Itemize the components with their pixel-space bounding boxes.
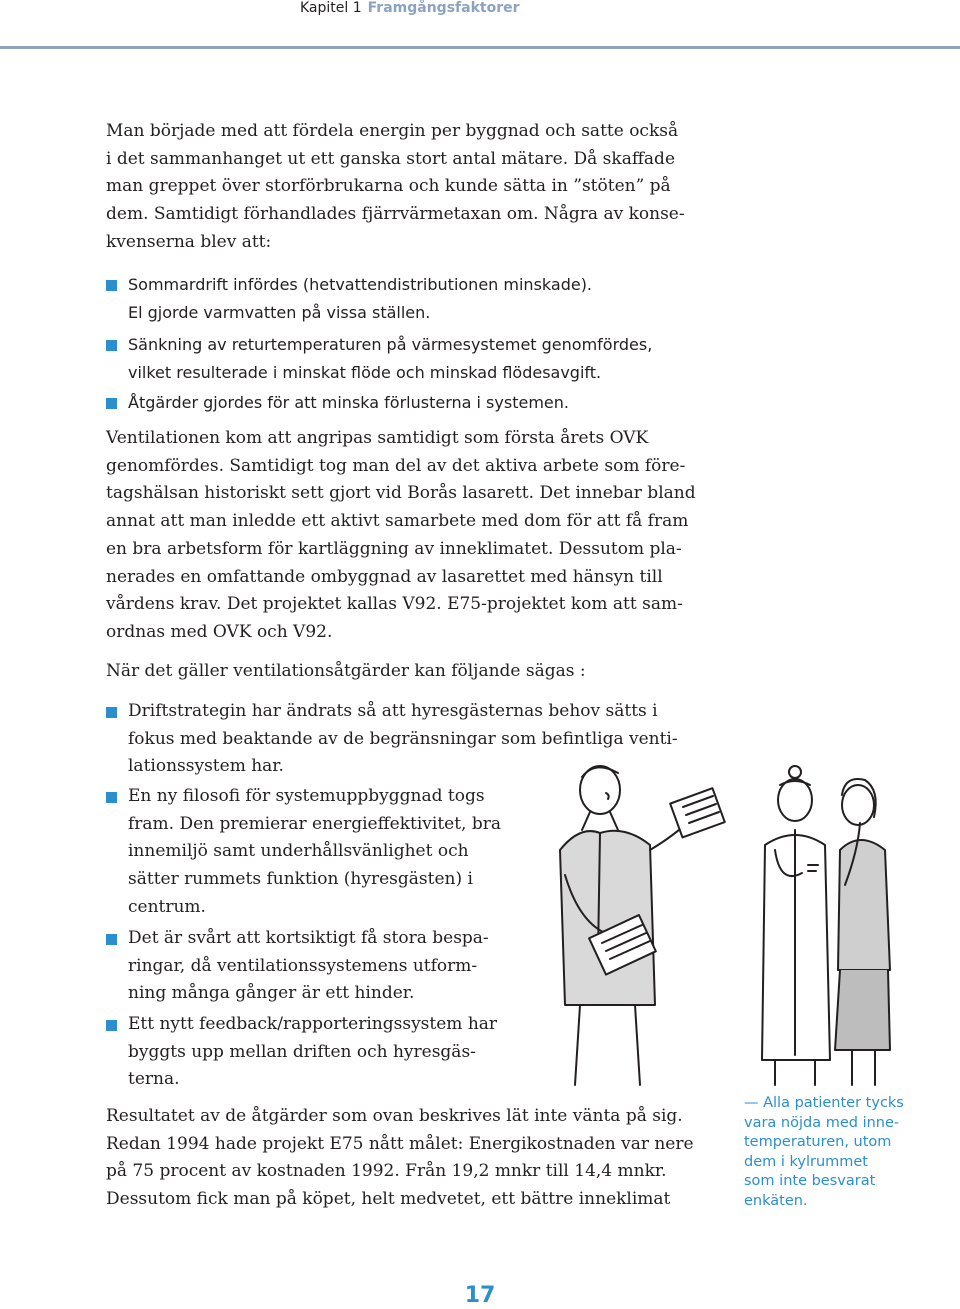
list-item-line: lationssystem har. — [128, 756, 284, 777]
text-line: Man började med att fördela energin per byggnad och satte också — [106, 121, 679, 141]
list-item — [128, 1011, 497, 1094]
list-item — [128, 389, 569, 417]
text-line: vårdens krav. Det projektet kallas V92. E75-projektet kom att sam- — [106, 594, 683, 615]
result-paragraph — [106, 1103, 694, 1214]
running-header — [300, 0, 520, 16]
ventilation-paragraph — [106, 425, 696, 647]
chapter-label: Kapitel 1 — [300, 0, 362, 16]
man-with-papers-figure — [560, 766, 725, 1085]
square-bullet-icon — [106, 280, 117, 291]
list-item-line: terna. — [128, 1069, 180, 1090]
page-number: 17 — [464, 1283, 496, 1308]
square-bullet-icon — [106, 792, 117, 803]
square-bullet-icon — [106, 707, 117, 718]
list-item — [128, 331, 652, 386]
list-item — [128, 925, 489, 1008]
text-line: tagshälsan historiskt sett gjort vid Borås lasarett. Det innebar bland — [106, 483, 696, 504]
caption-line: enkäten. — [744, 1192, 808, 1209]
caption-line: dem i kylrummet — [744, 1153, 868, 1170]
illustration-caption — [744, 1094, 924, 1212]
text-line: kvenserna blev att: — [106, 231, 272, 252]
list-item-line: Det är svårt att kortsiktigt få stora bespa- — [128, 928, 489, 948]
caption-line: — Alla patienter tycks — [744, 1095, 904, 1111]
list-item-line: El gjorde varmvatten på vissa ställen. — [128, 302, 431, 322]
text-line: nerades en omfattande ombyggnad av lasarettet med hänsyn till — [106, 566, 663, 587]
list-item-line: Ett nytt feedback/rapporteringssystem har — [128, 1014, 498, 1034]
list-item-line: Sänkning av returtemperaturen på värmesystemet genomfördes, — [128, 335, 653, 354]
list-item-line: Driftstrategin har ändrats så att hyresgästernas behov sätts i — [128, 701, 658, 721]
square-bullet-icon — [106, 1020, 117, 1031]
list-item-line: centrum. — [128, 896, 206, 917]
list-item-line: fokus med beaktande av de begränsningar som befintliga venti- — [128, 728, 678, 749]
cartoon-illustration — [540, 755, 940, 1095]
square-bullet-icon — [106, 934, 117, 945]
list-item-line: innemiljö samt underhållsvänlighet och — [128, 841, 469, 862]
text-line: Ventilationen kom att angripas samtidigt som första årets OVK — [106, 428, 649, 448]
list-item-line: En ny filosofi för systemuppbyggnad togs — [128, 786, 485, 806]
caption-line: vara nöjda med inne- — [744, 1114, 900, 1131]
text-line: ordnas med OVK och V92. — [106, 621, 333, 642]
list-item-line: vilket resulterade i minskat flöde och minskad flödesavgift. — [128, 362, 602, 382]
list-item-line: ning många gånger är ett hinder. — [128, 983, 415, 1004]
doctor-figure — [762, 766, 830, 1085]
measures-intro: När det gäller ventilationsåtgärder kan följande sägas : — [106, 661, 586, 681]
list-item — [128, 783, 501, 922]
list-item-line: Sommardrift infördes (hetvattendistributionen minskade). — [128, 275, 593, 294]
text-line: Resultatet av de åtgärder som ovan beskrives lät inte vänta på sig. — [106, 1106, 683, 1126]
text-line: dem. Samtidigt förhandlades fjärrvärmetaxan om. Några av konse- — [106, 204, 685, 225]
list-item-line: Åtgärder gjordes för att minska förlusterna i systemen. — [128, 393, 569, 412]
square-bullet-icon — [106, 398, 117, 409]
header-rule — [0, 46, 960, 49]
square-bullet-icon — [106, 340, 117, 351]
text-line: Dessutom fick man på köpet, helt medvetet, ett bättre inneklimat — [106, 1189, 671, 1210]
text-line: i det sammanhanget ut ett ganska stort antal mätare. Då skaffade — [106, 148, 676, 169]
list-item — [128, 271, 592, 326]
list-item-line: ringar, då ventilationssystemens utform- — [128, 955, 478, 976]
caption-line: som inte besvarat — [744, 1173, 876, 1190]
list-item-line: fram. Den premierar energieffektivitet, bra — [128, 813, 502, 834]
list-item-line: byggts upp mellan driften och hyresgäs- — [128, 1041, 476, 1062]
text-line: Redan 1994 hade projekt E75 nått målet: Energikostnaden var nere — [106, 1133, 694, 1154]
text-line: på 75 procent av kostnaden 1992. Från 19,2 mnkr till 14,4 mnkr. — [106, 1161, 667, 1182]
list-item-line: sätter rummets funktion (hyresgästen) i — [128, 869, 473, 890]
nurse-figure — [835, 779, 890, 1085]
text-line: genomfördes. Samtidigt tog man del av det aktiva arbete som före- — [106, 455, 686, 476]
text-line: en bra arbetsform för kartläggning av inneklimatet. Dessutom pla- — [106, 538, 682, 559]
intro-paragraph — [106, 118, 685, 257]
section-title: Framgångsfaktorer — [367, 0, 520, 16]
text-line: man greppet över storförbrukarna och kunde sätta in ”stöten” på — [106, 176, 671, 197]
text-line: annat att man inledde ett aktivt samarbete med dom för att få fram — [106, 511, 689, 532]
caption-line: temperaturen, utom — [744, 1134, 892, 1151]
